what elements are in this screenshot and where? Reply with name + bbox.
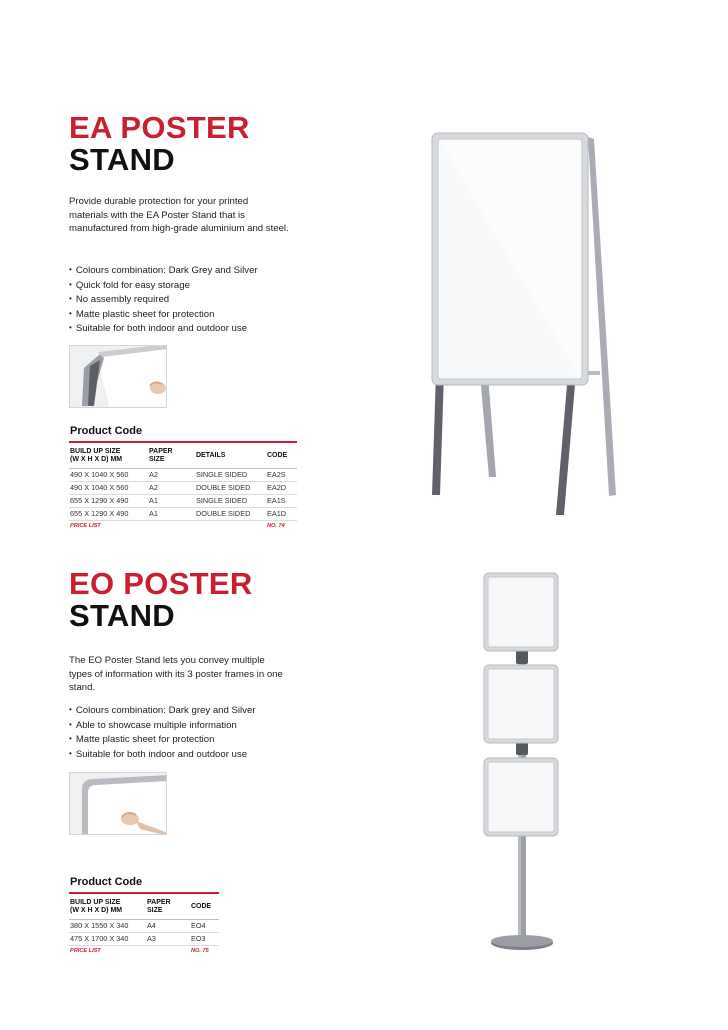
ea-feature-list xyxy=(69,263,299,336)
cell-code: EA1D xyxy=(266,508,297,521)
eo-title xyxy=(69,568,253,632)
cell-size: 655 X 1290 X 490 xyxy=(69,495,148,508)
eo-feature-item: • Able to showcase multiple information xyxy=(69,718,299,733)
eo-description: The EO Poster Stand lets you convey multiple types of information with its 3 poster frames in one stand. xyxy=(69,655,283,693)
price-list-label: PRICE LIST xyxy=(69,521,148,533)
eo-feature-item: • Matte plastic sheet for protection xyxy=(69,732,299,747)
col-header-code: CODE xyxy=(266,444,297,469)
eo-title-line2: STAND xyxy=(69,598,175,633)
ea-title-line2: STAND xyxy=(69,142,175,177)
cell-paper: A2 xyxy=(148,469,195,482)
cell-details: SINGLE SIDED xyxy=(195,469,266,482)
col-header-details: DETAILS xyxy=(195,444,266,469)
eo-product-code-rule xyxy=(69,892,219,894)
price-list-ref: NO. 74 xyxy=(266,521,297,533)
ea-product-code-title: Product Code xyxy=(70,425,143,437)
cell-paper: A2 xyxy=(148,482,195,495)
table-row xyxy=(69,495,297,508)
price-list-ref: NO. 75 xyxy=(190,946,219,958)
cell-paper: A1 xyxy=(148,508,195,521)
ea-feature-item: • Matte plastic sheet for protection xyxy=(69,307,299,322)
ea-product-code-rule xyxy=(69,441,297,443)
ea-feature-item: • Colours combination: Dark Grey and Silver xyxy=(69,263,299,278)
cell-code: EO3 xyxy=(190,933,219,946)
table-row xyxy=(69,508,297,521)
ea-detail-photo xyxy=(69,345,167,408)
eo-detail-photo xyxy=(69,772,167,835)
ea-feature-item: • No assembly required xyxy=(69,292,299,307)
cell-details: DOUBLE SIDED xyxy=(195,482,266,495)
col-header-paper: PAPER SIZE xyxy=(146,895,190,920)
ea-title-line1: EA POSTER xyxy=(69,110,250,145)
ea-feature-item: • Suitable for both indoor and outdoor use xyxy=(69,321,299,336)
col-header-size: BUILD UP SIZE (W X H X D) MM xyxy=(69,895,146,920)
eo-poster-stand-image xyxy=(476,568,568,956)
table-row xyxy=(69,933,219,946)
eo-feature-list xyxy=(69,703,299,761)
table-row xyxy=(69,920,219,933)
ea-title xyxy=(69,112,250,176)
cell-size: 490 X 1040 X 560 xyxy=(69,482,148,495)
col-header-paper: PAPER SIZE xyxy=(148,444,195,469)
ea-description: Provide durable protection for your printed materials with the EA Poster Stand that is manufactured from high-grade aluminium and steel. xyxy=(69,196,289,234)
table-header-row xyxy=(69,444,297,469)
cell-code: EO4 xyxy=(190,920,219,933)
cell-paper: A4 xyxy=(146,920,190,933)
eo-product-code-table xyxy=(69,895,219,957)
ea-product-code-table xyxy=(69,444,297,532)
cell-code: EA2D xyxy=(266,482,297,495)
cell-code: EA2S xyxy=(266,469,297,482)
eo-feature-item: • Suitable for both indoor and outdoor use xyxy=(69,747,299,762)
eo-feature-item: • Colours combination: Dark grey and Silver xyxy=(69,703,299,718)
price-list-row xyxy=(69,521,297,533)
ea-poster-stand-image xyxy=(418,125,628,520)
table-row xyxy=(69,482,297,495)
cell-code: EA1S xyxy=(266,495,297,508)
price-list-label: PRICE LIST xyxy=(69,946,146,958)
cell-size: 380 X 1550 X 340 xyxy=(69,920,146,933)
price-list-row xyxy=(69,946,219,958)
eo-title-line1: EO POSTER xyxy=(69,566,253,601)
ea-feature-item: • Quick fold for easy storage xyxy=(69,278,299,293)
col-header-size: BUILD UP SIZE (W X H X D) MM xyxy=(69,444,148,469)
cell-paper: A3 xyxy=(146,933,190,946)
table-header-row xyxy=(69,895,219,920)
cell-size: 655 X 1290 X 490 xyxy=(69,508,148,521)
eo-corner-detail-image xyxy=(70,773,167,835)
cell-details: DOUBLE SIDED xyxy=(195,508,266,521)
col-header-code: CODE xyxy=(190,895,219,920)
cell-paper: A1 xyxy=(148,495,195,508)
cell-size: 490 X 1040 X 560 xyxy=(69,469,148,482)
cell-size: 475 X 1700 X 340 xyxy=(69,933,146,946)
ea-corner-detail-image xyxy=(70,346,167,408)
table-row xyxy=(69,469,297,482)
cell-details: SINGLE SIDED xyxy=(195,495,266,508)
eo-product-code-title: Product Code xyxy=(70,876,143,888)
